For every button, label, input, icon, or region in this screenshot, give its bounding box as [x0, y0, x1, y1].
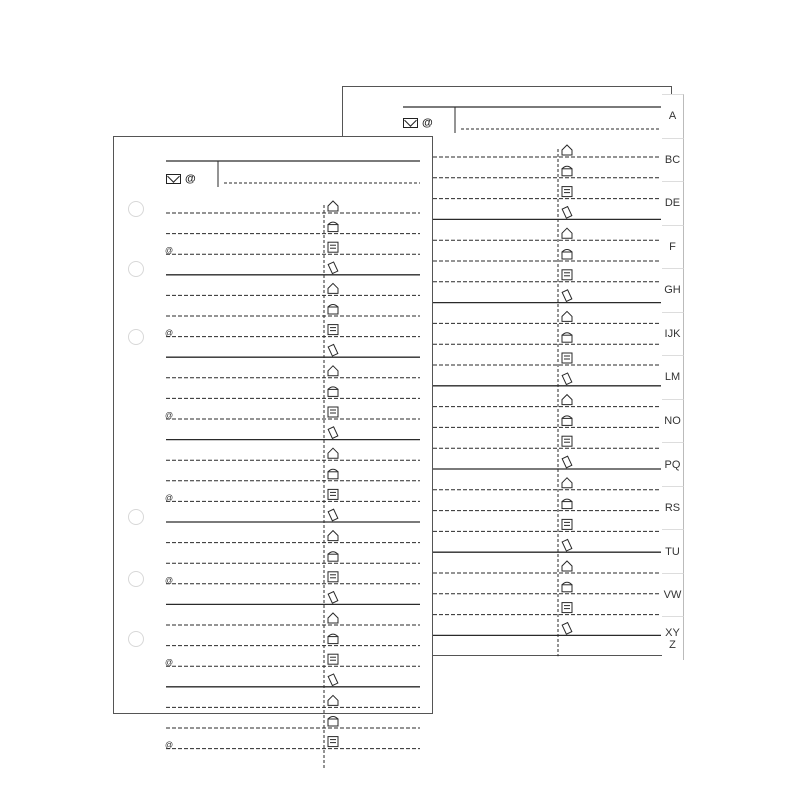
house-icon [562, 145, 572, 155]
index-tab-ijk: IJK [662, 312, 684, 356]
fax-body [562, 519, 572, 529]
phone-body [562, 169, 572, 176]
fax-body [562, 436, 572, 446]
house-shape [562, 395, 572, 405]
mobile-body [328, 592, 338, 604]
entry-at-sign: @ [165, 658, 174, 668]
entry-at-sign: @ [165, 246, 174, 256]
fax-body [328, 737, 338, 747]
mobile-body [562, 456, 572, 468]
phone-icon [328, 552, 338, 562]
front-address-sheet [113, 136, 433, 750]
fax-icon [562, 436, 572, 446]
fax-body [328, 572, 338, 582]
fax-body [562, 187, 572, 197]
fax-body [562, 603, 572, 613]
index-tab-bc: BC [662, 138, 684, 182]
index-tab-lm: LM [662, 355, 684, 399]
house-icon [328, 613, 338, 623]
entry-at-sign: @ [165, 575, 174, 585]
mobile-body [328, 427, 338, 439]
index-tab-no: NO [662, 399, 684, 443]
mobile-body [562, 623, 572, 635]
mobile-icon [562, 623, 572, 635]
mobile-icon [328, 344, 338, 356]
mobile-body [328, 674, 338, 686]
mobile-body [562, 373, 572, 385]
entry-at-sign: @ [165, 740, 174, 750]
index-tab-tu: TU [662, 529, 684, 573]
phone-icon [562, 166, 572, 176]
house-icon [328, 283, 338, 293]
at-sign-icon: @ [185, 173, 196, 185]
index-tab-vw: VW [662, 573, 684, 617]
house-icon [562, 311, 572, 321]
entry-at-sign: @ [165, 328, 174, 338]
index-tab-de: DE [662, 181, 684, 225]
fax-icon [328, 325, 338, 335]
phone-body [562, 252, 572, 259]
house-icon [328, 366, 338, 376]
mobile-icon [328, 592, 338, 604]
house-icon [328, 531, 338, 541]
house-icon [328, 695, 338, 705]
house-icon [562, 561, 572, 571]
phone-body [328, 225, 338, 232]
house-icon [562, 478, 572, 488]
mobile-icon [562, 373, 572, 385]
entry-at-sign: @ [165, 411, 174, 420]
house-shape [328, 448, 338, 458]
phone-icon [562, 582, 572, 592]
fax-icon [328, 737, 338, 747]
house-shape [562, 228, 572, 238]
phone-icon [328, 222, 338, 232]
index-tab-a: A [662, 94, 684, 138]
house-shape [328, 283, 338, 293]
phone-icon [328, 387, 338, 397]
mobile-body [328, 262, 338, 274]
house-shape [562, 311, 572, 321]
index-tab-xyz: XY Z [662, 616, 684, 660]
phone-icon [328, 305, 338, 315]
mobile-body [328, 344, 338, 356]
house-shape [328, 366, 338, 376]
entry-at-sign: @ [165, 493, 174, 503]
house-icon [328, 201, 338, 211]
fax-body [562, 270, 572, 280]
front-ruled-lines [114, 137, 434, 750]
index-tab-f: F [662, 225, 684, 269]
fax-body [328, 489, 338, 499]
phone-body [328, 389, 338, 396]
index-tab-pq: PQ [662, 442, 684, 486]
phone-body [328, 719, 338, 726]
mobile-icon [328, 674, 338, 686]
fax-icon [328, 572, 338, 582]
at-sign-icon: @ [422, 117, 433, 129]
house-shape [562, 478, 572, 488]
house-shape [562, 145, 572, 155]
mobile-icon [562, 207, 572, 219]
phone-body [328, 637, 338, 644]
mobile-icon [562, 290, 572, 302]
mobile-icon [562, 456, 572, 468]
index-tab-gh: GH [662, 268, 684, 312]
index-tab-rs: RS [662, 486, 684, 530]
fax-icon [562, 270, 572, 280]
phone-body [562, 585, 572, 592]
house-shape [328, 201, 338, 211]
phone-icon [562, 416, 572, 426]
house-shape [328, 613, 338, 623]
fax-icon [328, 489, 338, 499]
fax-body [562, 353, 572, 363]
fax-icon [562, 187, 572, 197]
fax-icon [328, 654, 338, 664]
fax-icon [562, 603, 572, 613]
phone-body [562, 502, 572, 509]
house-shape [562, 561, 572, 571]
mobile-icon [328, 427, 338, 439]
house-shape [328, 531, 338, 541]
phone-icon [328, 717, 338, 727]
phone-body [328, 307, 338, 314]
house-icon [562, 395, 572, 405]
fax-icon [328, 242, 338, 252]
mobile-body [562, 539, 572, 551]
phone-body [562, 418, 572, 425]
mobile-icon [328, 262, 338, 274]
fax-icon [562, 353, 572, 363]
fax-body [328, 654, 338, 664]
mobile-body [562, 207, 572, 219]
house-icon [328, 448, 338, 458]
fax-body [328, 325, 338, 335]
mobile-icon [562, 539, 572, 551]
fax-body [328, 242, 338, 252]
phone-icon [328, 469, 338, 479]
mobile-body [562, 290, 572, 302]
phone-icon [562, 333, 572, 343]
phone-icon [562, 250, 572, 260]
fax-body [328, 407, 338, 417]
phone-body [328, 472, 338, 479]
mobile-body [328, 509, 338, 521]
phone-icon [562, 499, 572, 509]
house-shape [328, 695, 338, 705]
fax-icon [562, 519, 572, 529]
phone-body [328, 554, 338, 561]
mobile-icon [328, 509, 338, 521]
alphabet-index-tabs [662, 94, 684, 660]
phone-icon [328, 634, 338, 644]
fax-icon [328, 407, 338, 417]
house-icon [562, 228, 572, 238]
phone-body [562, 335, 572, 342]
